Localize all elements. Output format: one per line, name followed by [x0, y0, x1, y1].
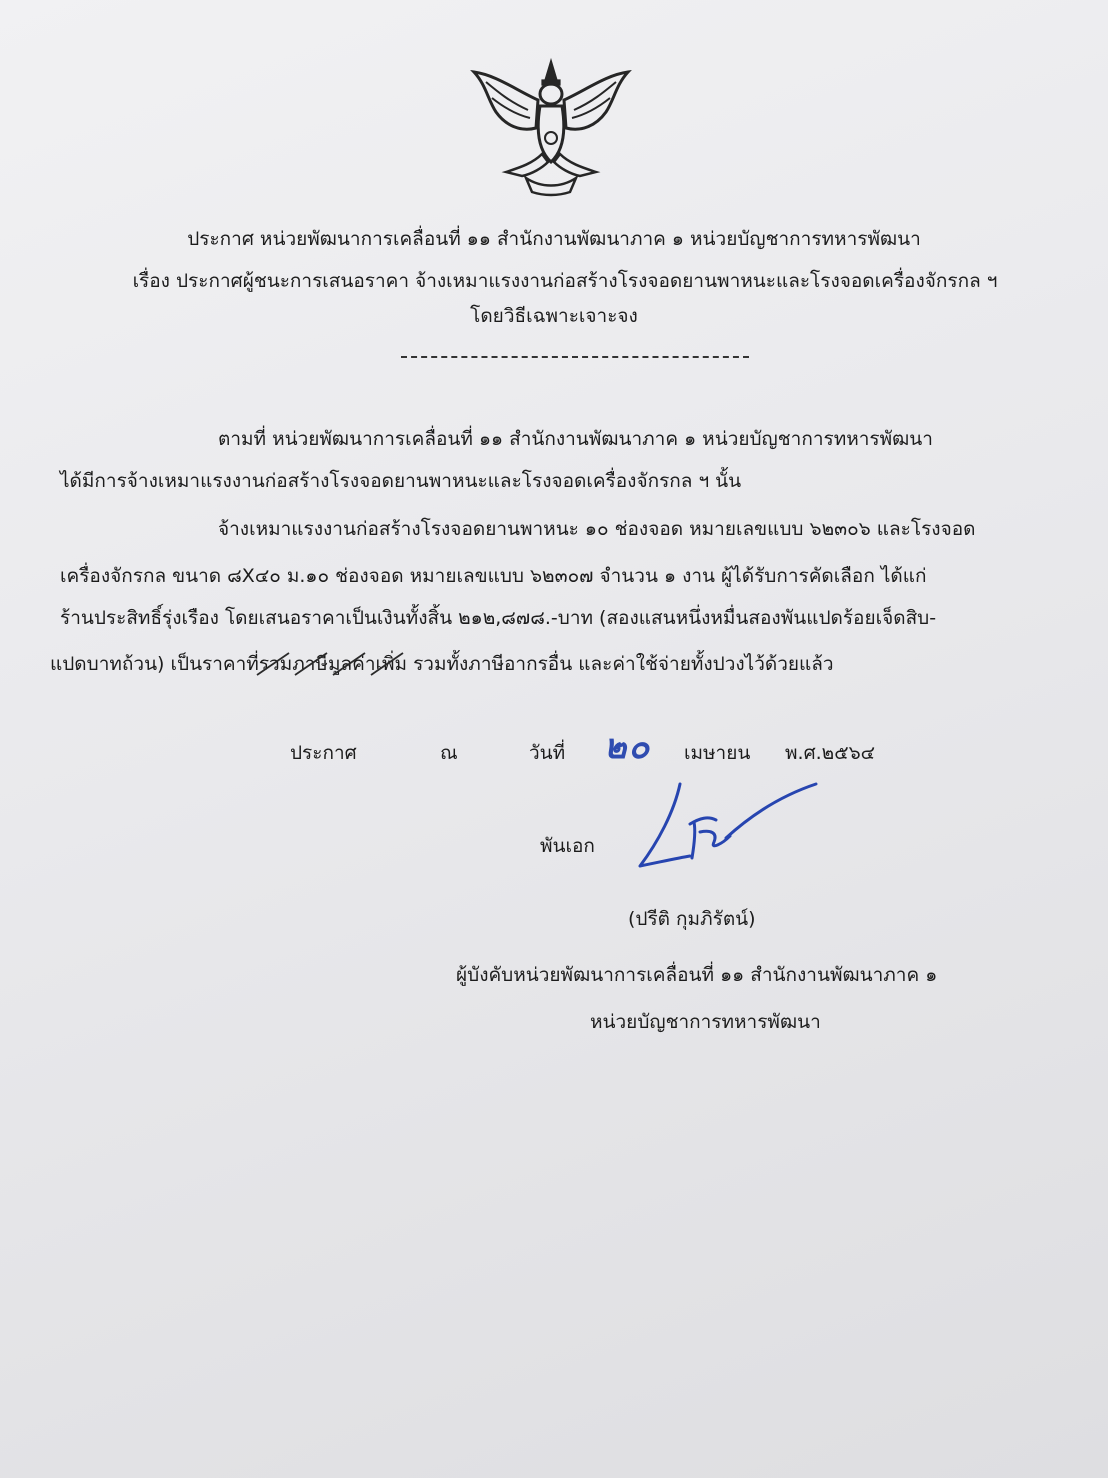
date-at-label: ณ — [440, 742, 458, 764]
date-day-value: ๒๐ — [604, 727, 652, 767]
struck-text — [259, 651, 407, 677]
paragraph-1-line-2: ได้มีการจ้างเหมาแรงงานก่อสร้างโรงจอดยานพาหนะและโรงจอดเครื่องจักรกล ฯ นั้น — [60, 470, 742, 492]
signer-position-line-2: หน่วยบัญชาการทหารพัฒนา — [590, 1011, 821, 1033]
paragraph-1-line-1: ตามที่ หน่วยพัฒนาการเคลื่อนที่ ๑๑ สำนักงานพัฒนาภาค ๑ หน่วยบัญชาการทหารพัฒนา — [218, 428, 933, 450]
paragraph-2-line-4-start: แปดบาทถ้วน) เป็นราคาที่ — [50, 653, 259, 675]
strikethrough-mark-icon — [255, 649, 415, 681]
struck-text-value: รวมภาษีมูลค่าเพิ่ม — [258, 653, 408, 675]
signer-position-line-1: ผู้บังคับหน่วยพัฒนาการเคลื่อนที่ ๑๑ สำนักงานพัฒนาภาค ๑ — [456, 964, 938, 986]
paragraph-2-line-2: เครื่องจักรกล ขนาด ๘X๔๐ ม.๑๐ ช่องจอด หมายเลขแบบ ๖๒๓๐๗ จำนวน ๑ งาน ผู้ได้รับการคัดเลือก ได้แก่ — [60, 565, 927, 587]
signer-rank: พันเอก — [540, 835, 595, 857]
paragraph-2-line-4-end: รวมทั้งภาษีอากรอื่น และค่าใช้จ่ายทั้งปวงไว้ด้วยแล้ว — [407, 653, 834, 675]
garuda-emblem-icon — [466, 50, 636, 200]
date-day-label: วันที่ — [529, 742, 566, 764]
paragraph-2-line-1: จ้างเหมาแรงงานก่อสร้างโรงจอดยานพาหนะ ๑๐ ช่องจอด หมายเลขแบบ ๖๒๓๐๖ และโรงจอด — [218, 518, 976, 540]
handwritten-signature — [630, 772, 830, 882]
date-announce-label: ประกาศ — [290, 742, 357, 764]
date-month: เมษายน — [684, 742, 751, 764]
date-year: พ.ศ.๒๕๖๔ — [785, 742, 876, 764]
announcement-subject: เรื่อง ประกาศผู้ชนะการเสนอราคา จ้างเหมาแรงงานก่อสร้างโรงจอดยานพาหนะและโรงจอดเครื่องจักรกล ฯ — [132, 270, 998, 292]
announcement-method: โดยวิธีเฉพาะเจาะจง — [470, 305, 638, 327]
paragraph-2-line-3: ร้านประสิทธิ์รุ่งเรือง โดยเสนอราคาเป็นเงินทั้งสิ้น ๒๑๒,๘๗๘.-บาท (สองแสนหนึ่งหมื่นสองพันแปดร้อยเจ็ดสิบ- — [60, 607, 937, 629]
paragraph-2-line-4 — [50, 651, 834, 677]
announcement-title: ประกาศ หน่วยพัฒนาการเคลื่อนที่ ๑๑ สำนักงานพัฒนาภาค ๑ หน่วยบัญชาการทหารพัฒนา — [187, 228, 921, 250]
divider — [401, 356, 749, 358]
signer-name: (ปรีติ กุมภิรัตน์) — [628, 908, 756, 930]
